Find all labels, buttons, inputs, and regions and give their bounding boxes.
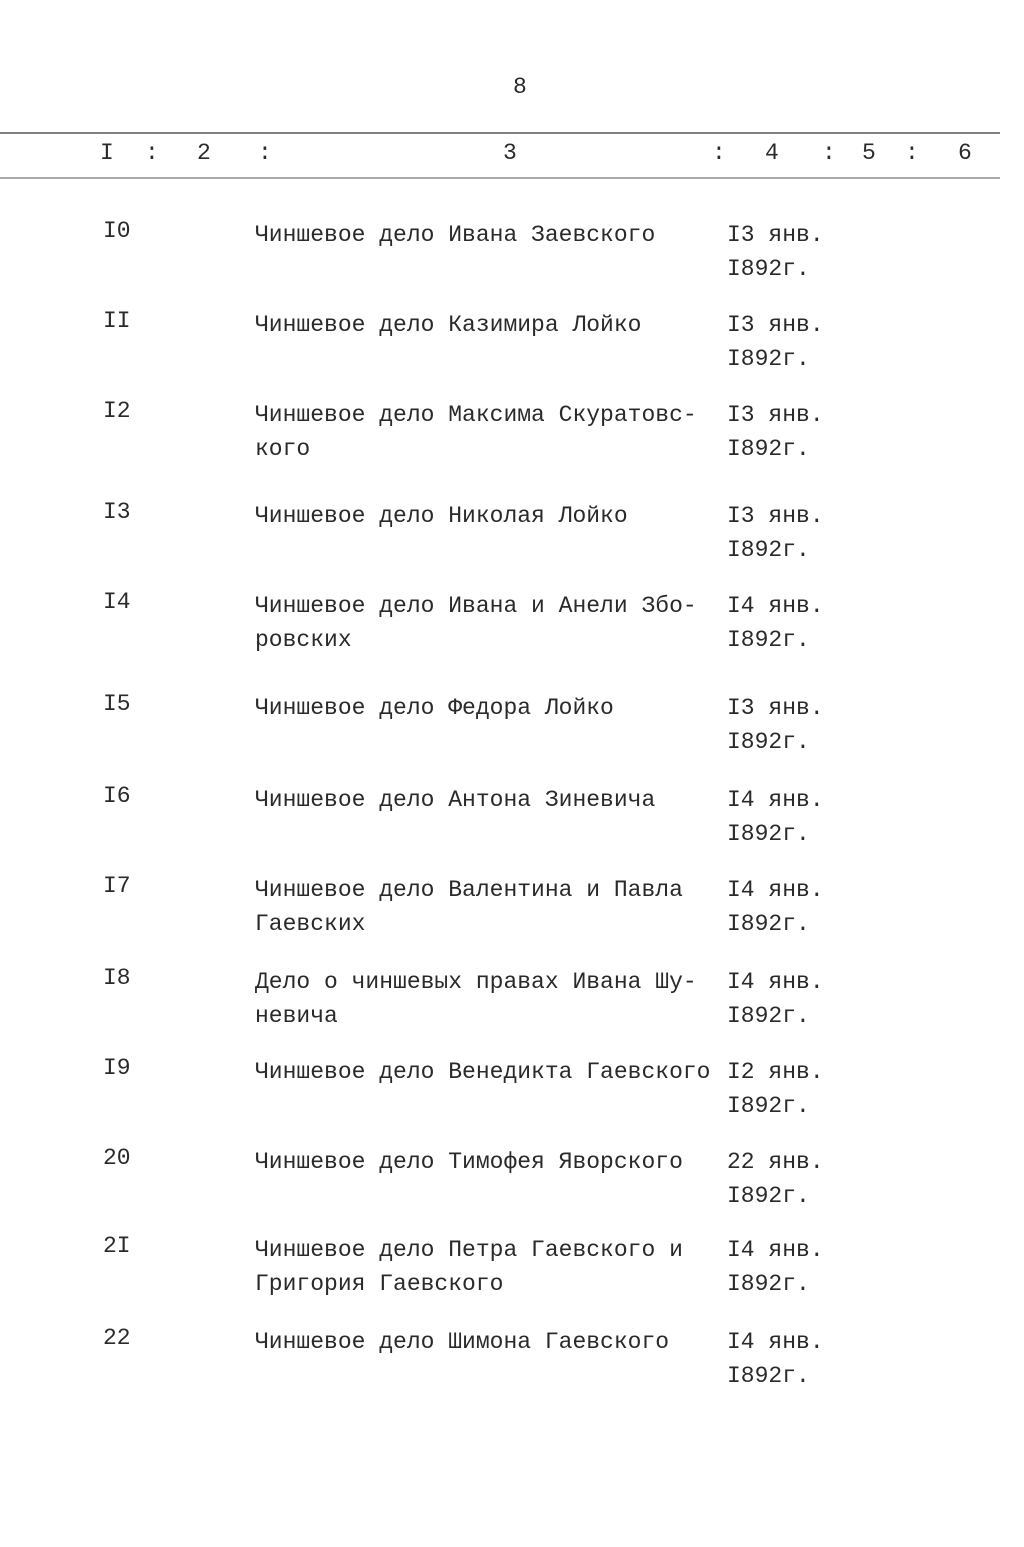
date-line: I892г. (727, 436, 810, 462)
title-line: Чиншевое дело Петра Гаевского и (255, 1237, 683, 1263)
date-line: I4 янв. (727, 969, 824, 995)
title-line: кого (255, 436, 311, 462)
date-line: I3 янв. (727, 695, 824, 721)
record-title (255, 1145, 725, 1179)
record-title (255, 965, 725, 1033)
column-separator: : (145, 140, 159, 166)
title-line: Гаевских (255, 911, 366, 937)
title-line: Чиншевое дело Николая Лойко (255, 503, 628, 529)
record-title (255, 218, 725, 252)
record-number: I9 (103, 1055, 131, 1081)
column-number: 3 (503, 140, 517, 166)
title-line: Григория Гаевского (255, 1271, 504, 1297)
record-title (255, 499, 725, 533)
column-number: 5 (862, 140, 876, 166)
record-date (727, 589, 824, 657)
record-number: I4 (103, 589, 131, 615)
column-number: 2 (197, 140, 211, 166)
date-line: 22 янв. (727, 1149, 824, 1175)
title-line: Чиншевое дело Венедикта Гаевского (255, 1059, 711, 1085)
date-line: I4 янв. (727, 593, 824, 619)
record-number: 2I (103, 1233, 131, 1259)
date-line: I892г. (727, 346, 810, 372)
record-date (727, 965, 824, 1033)
date-line: I3 янв. (727, 222, 824, 248)
record-title (255, 398, 725, 466)
date-line: I892г. (727, 911, 810, 937)
date-line: I3 янв. (727, 312, 824, 338)
title-line: Чиншевое дело Казимира Лойко (255, 312, 642, 338)
record-date (727, 499, 824, 567)
column-separator: : (712, 140, 726, 166)
title-line: Чиншевое дело Ивана и Анели Збо- (255, 593, 697, 619)
record-title (255, 1325, 725, 1359)
date-line: I892г. (727, 1093, 810, 1119)
record-number: I8 (103, 965, 131, 991)
record-number: 22 (103, 1325, 131, 1351)
title-line: Чиншевое дело Ивана Заевского (255, 222, 656, 248)
record-date (727, 1055, 824, 1123)
title-line: Чиншевое дело Шимона Гаевского (255, 1329, 670, 1355)
date-line: I892г. (727, 1183, 810, 1209)
title-line: ровских (255, 627, 352, 653)
record-title (255, 1233, 725, 1301)
date-line: I4 янв. (727, 1237, 824, 1263)
record-number: I5 (103, 691, 131, 717)
column-separator: : (905, 140, 919, 166)
title-line: Чиншевое дело Федора Лойко (255, 695, 614, 721)
record-number: II (103, 308, 131, 334)
date-line: I892г. (727, 537, 810, 563)
column-number: 6 (958, 140, 972, 166)
date-line: I892г. (727, 256, 810, 282)
record-date (727, 1325, 824, 1393)
date-line: I892г. (727, 1363, 810, 1389)
date-line: I892г. (727, 729, 810, 755)
record-title (255, 873, 725, 941)
date-line: I892г. (727, 1271, 810, 1297)
column-separator: : (258, 140, 272, 166)
record-number: I0 (103, 218, 131, 244)
column-number: 4 (765, 140, 779, 166)
record-date (727, 1233, 824, 1301)
record-date (727, 783, 824, 851)
record-title (255, 691, 725, 725)
record-number: I7 (103, 873, 131, 899)
header-top-rule (0, 132, 1000, 134)
title-line: Дело о чиншевых правах Ивана Шу- (255, 969, 697, 995)
header-bottom-rule (0, 177, 1000, 179)
title-line: Чиншевое дело Антона Зиневича (255, 787, 656, 813)
record-date (727, 1145, 824, 1213)
date-line: I892г. (727, 627, 810, 653)
record-number: I3 (103, 499, 131, 525)
date-line: I4 янв. (727, 877, 824, 903)
record-number: I6 (103, 783, 131, 809)
record-number: 20 (103, 1145, 131, 1171)
record-number: I2 (103, 398, 131, 424)
title-line: невича (255, 1003, 338, 1029)
record-title (255, 1055, 725, 1089)
date-line: I892г. (727, 1003, 810, 1029)
column-number: I (100, 140, 114, 166)
title-line: Чиншевое дело Максима Скуратовс- (255, 402, 697, 428)
date-line: I3 янв. (727, 402, 824, 428)
date-line: I3 янв. (727, 503, 824, 529)
title-line: Чиншевое дело Валентина и Павла (255, 877, 683, 903)
record-date (727, 218, 824, 286)
date-line: I4 янв. (727, 1329, 824, 1355)
record-title (255, 589, 725, 657)
record-date (727, 873, 824, 941)
record-date (727, 398, 824, 466)
page-number: 8 (513, 74, 527, 100)
date-line: I2 янв. (727, 1059, 824, 1085)
title-line: Чиншевое дело Тимофея Яворского (255, 1149, 683, 1175)
record-date (727, 308, 824, 376)
date-line: I4 янв. (727, 787, 824, 813)
record-title (255, 783, 725, 817)
date-line: I892г. (727, 821, 810, 847)
column-separator: : (822, 140, 836, 166)
record-title (255, 308, 725, 342)
record-date (727, 691, 824, 759)
